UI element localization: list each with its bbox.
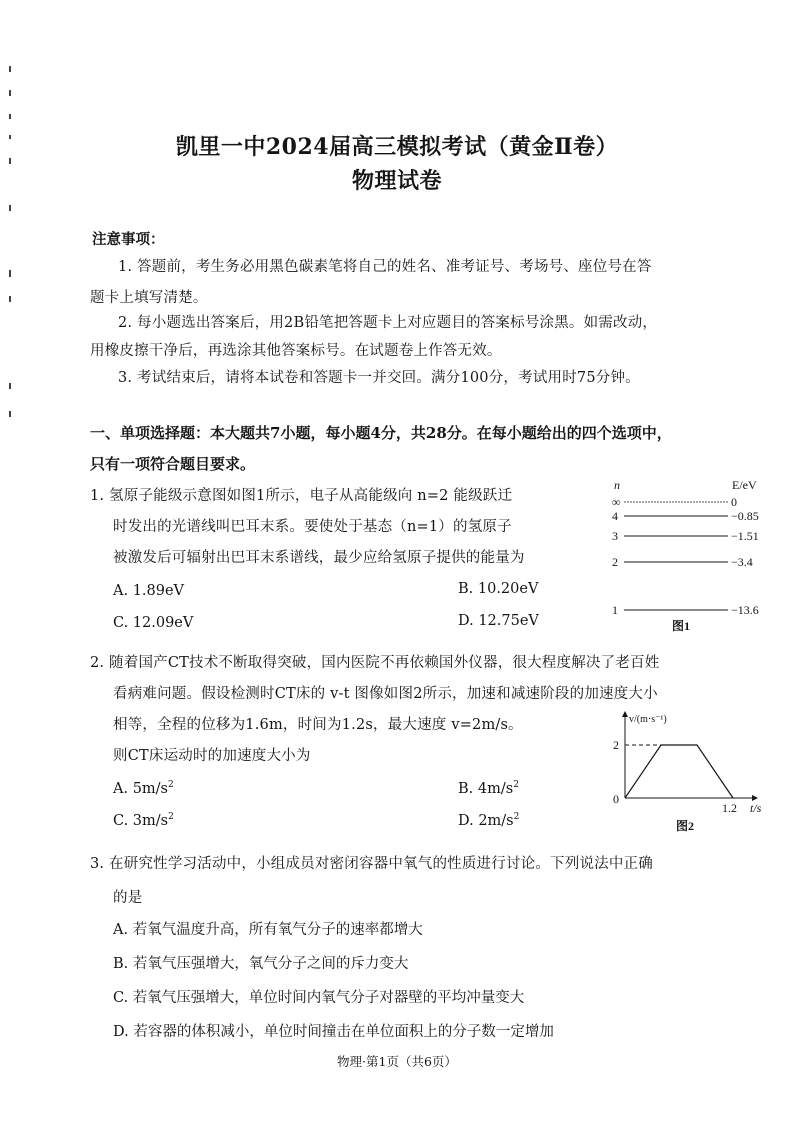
option-a[interactable]: A. 若氧气温度升高，所有氧气分子的速率都增大 <box>113 922 423 938</box>
option-b[interactable]: B. 10.20eV <box>458 581 539 597</box>
level-n-label: 2 <box>612 555 618 569</box>
binding-mark <box>9 270 11 277</box>
figure-2-vt-graph <box>604 706 784 836</box>
level-n-label: 4 <box>612 509 618 523</box>
question-text: 被激发后可辐射出巴耳末系谱线，最少应给氢原子提供的能量为 <box>113 550 525 566</box>
figure-1-energy-levels <box>604 478 784 638</box>
binding-mark <box>9 411 11 417</box>
n-axis-label: n <box>614 478 620 492</box>
velocity-curve <box>625 745 733 798</box>
level-n-label: 1 <box>612 603 618 617</box>
binding-mark <box>9 205 11 211</box>
question-text: 则CT床运动时的加速度大小为 <box>113 748 311 764</box>
level-energy-label: −3.4 <box>731 555 753 569</box>
question-text: 1. 氢原子能级示意图如图1所示，电子从高能级向 n=2 能级跃迁 <box>90 488 513 504</box>
option-c[interactable]: C. 若氧气压强增大，单位时间内氧气分子对器壁的平均冲量变大 <box>113 990 525 1006</box>
question-text: 相等，全程的位移为1.6m，时间为1.2s，最大速度 v=2m/s。 <box>113 717 523 733</box>
section-heading: 一、单项选择题：本大题共7小题，每小题4分，共28分。在每小题给出的四个选项中， <box>90 424 672 442</box>
binding-mark <box>9 90 11 96</box>
energy-axis-label: E/eV <box>732 478 757 492</box>
notice-line: 题卡上填写清楚。 <box>90 290 208 306</box>
level-energy-label: −13.6 <box>731 603 759 617</box>
level-n-label: 3 <box>612 529 618 543</box>
binding-mark <box>9 296 11 302</box>
figure-2-caption: 图2 <box>676 819 695 833</box>
level-energy-label: −1.51 <box>731 529 759 543</box>
notice-line: 3. 考试结束后，请将本试卷和答题卡一并交回。满分100分，考试用时75分钟。 <box>118 370 640 386</box>
option-a[interactable]: A. 1.89eV <box>113 583 185 599</box>
figure-1-caption: 图1 <box>672 619 691 633</box>
question-text: 看病难问题。假设检测时CT床的 v-t 图像如图2所示，加速和减速阶段的加速度大小 <box>113 686 658 702</box>
notice-line: 2. 每小题选出答案后，用2B铅笔把答题卡上对应题目的答案标号涂黑。如需改动， <box>118 315 658 331</box>
notice-heading: 注意事项： <box>92 231 165 248</box>
question-text: 3. 在研究性学习活动中，小组成员对密闭容器中氧气的性质进行讨论。下列说法中正确 <box>90 856 653 872</box>
binding-mark <box>9 114 11 119</box>
question-text: 的是 <box>113 890 143 906</box>
option-c[interactable]: C. $3m/s^2$ <box>113 812 174 829</box>
option-a[interactable]: A. $5m/s^2$ <box>113 780 174 797</box>
x-tick-1-2: 1.2 <box>722 801 737 815</box>
section-heading: 只有一项符合题目要求。 <box>90 455 256 473</box>
y-tick-2: 2 <box>613 738 619 752</box>
notice-line: 用橡皮擦干净后，再选涂其他答案标号。在试题卷上作答无效。 <box>90 343 502 359</box>
question-text: 2. 随着国产CT技术不断取得突破，国内医院不再依赖国外仪器，很大程度解决了老百姓 <box>90 655 660 671</box>
exam-title: 凯里一中2024届高三模拟考试（黄金Ⅱ卷） <box>175 134 619 160</box>
y-axis-label: v/(m·s⁻¹) <box>629 714 667 725</box>
exam-subtitle: 物理试卷 <box>351 168 442 194</box>
notice-line: 1. 答题前，考生务必用黑色碳素笔将自己的姓名、准考证号、考场号、座位号在答 <box>118 259 652 275</box>
origin-label: 0 <box>613 792 619 806</box>
binding-mark <box>9 66 11 72</box>
option-b[interactable]: B. $4m/s^2$ <box>458 780 519 797</box>
option-d[interactable]: D. 12.75eV <box>458 613 539 629</box>
x-axis-label: t/s <box>750 801 762 815</box>
option-d[interactable]: D. 若容器的体积减小，单位时间撞击在单位面积上的分子数一定增加 <box>113 1024 554 1040</box>
level-n-label: ∞ <box>612 495 621 509</box>
question-text: 时发出的光谱线叫巴耳末系。要使处于基态（n=1）的氢原子 <box>113 519 512 535</box>
level-energy-label: −0.85 <box>731 509 759 523</box>
level-energy-label: 0 <box>731 495 737 509</box>
binding-mark <box>9 383 11 389</box>
option-d[interactable]: D. $2m/s^2$ <box>458 812 520 829</box>
page-footer: 物理·第1页（共6页） <box>337 1054 457 1069</box>
option-b[interactable]: B. 若氧气压强增大，氧气分子之间的斥力变大 <box>113 956 409 972</box>
option-c[interactable]: C. 12.09eV <box>113 615 194 631</box>
